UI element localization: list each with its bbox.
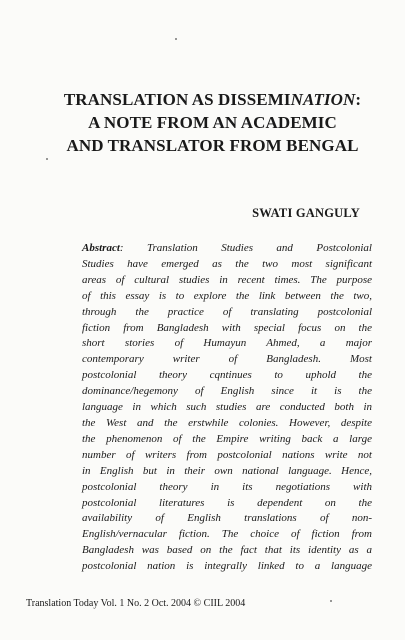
abstract-line: short stories of Humayun Ahmed, a major (82, 337, 372, 350)
title-line-1 (40, 88, 385, 111)
abstract-line: Studies have emerged as the two most significant (82, 257, 372, 270)
abstract (82, 241, 372, 575)
author-name: SWATI GANGULY (252, 206, 360, 220)
abstract-line (82, 241, 372, 257)
title-line-1-italic: NATION (290, 90, 356, 109)
scan-speck (175, 38, 177, 40)
abstract-line: in English but in their own national language. Hence, (82, 464, 372, 477)
abstract-line-text: : Translation Studies and Postcolonial (119, 242, 372, 254)
journal-footer: Translation Today Vol. 1 No. 2 Oct. 2004 © CIIL 2004 (26, 598, 246, 609)
abstract-line: number of writers from postcolonial nations write not (82, 448, 372, 461)
abstract-line: the phenomenon of the Empire writing back a large (82, 432, 372, 445)
abstract-line: postcolonial theory cqntinues to uphold the (82, 369, 372, 382)
scan-speck (330, 600, 332, 602)
abstract-label: Abstract (82, 242, 120, 254)
abstract-line: English/vernacular fiction. The choice of fiction from (82, 528, 372, 541)
abstract-line: availability of English translations of non- (82, 512, 372, 525)
scan-speck (46, 158, 48, 160)
abstract-line: of this essay is to explore the link between the two, (82, 289, 372, 302)
title-line-2: A NOTE FROM AN ACADEMIC (88, 113, 337, 132)
abstract-line: language in which such studies are conducted both in (82, 401, 372, 414)
abstract-line: areas of cultural studies in recent times. The purpose (82, 273, 372, 286)
abstract-line: postcolonial literatures is dependent on the (82, 496, 372, 509)
title-line-1-roman: TRANSLATION AS DISSEMI (63, 90, 291, 109)
abstract-line: postcolonial nation is integrally linked to a language (82, 560, 372, 573)
title-line-1-colon: : (355, 90, 362, 109)
article-title (40, 88, 385, 157)
abstract-line: dominance/hegemony of English since it is the (82, 385, 372, 398)
abstract-line: through the practice of translating postcolonial (82, 305, 372, 318)
abstract-line: Bangladesh was based on the fact that its identity as a (82, 544, 372, 557)
abstract-line: postcolonial theory in its negotiations with (82, 480, 372, 493)
abstract-line: fiction from Bangladesh with special focus on the (82, 321, 372, 334)
title-line-3: AND TRANSLATOR FROM BENGAL (66, 136, 359, 155)
abstract-line: the West and the erstwhile colonies. However, despite (82, 416, 372, 429)
abstract-line: contemporary writer of Bangladesh. Most (82, 353, 372, 366)
